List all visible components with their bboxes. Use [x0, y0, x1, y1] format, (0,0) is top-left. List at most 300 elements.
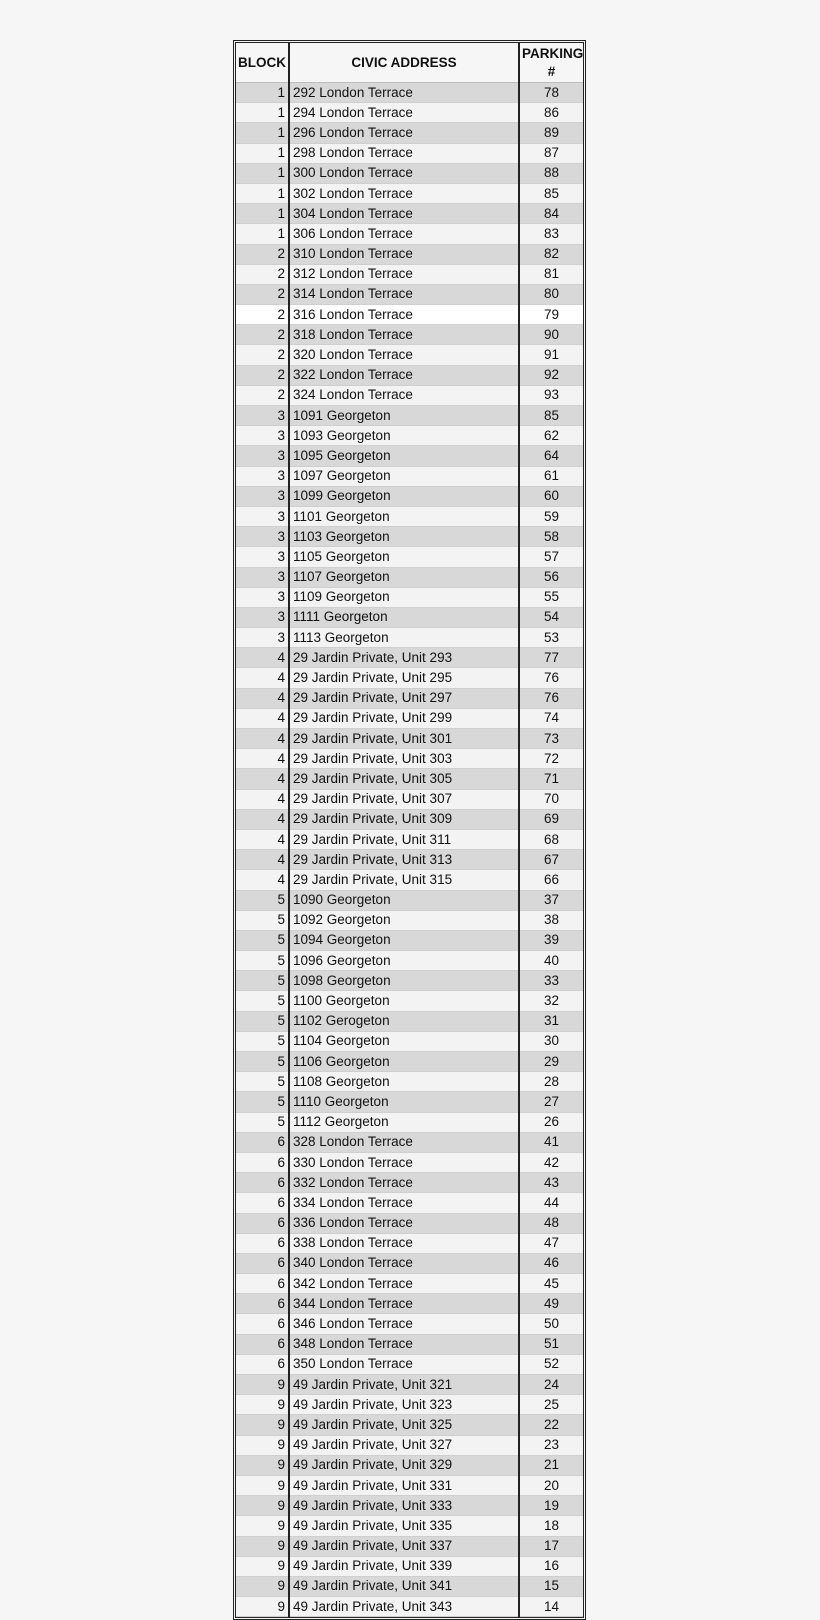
- table-row: [236, 1092, 583, 1112]
- parking-number-cell: 69: [519, 809, 583, 829]
- table-row: [236, 506, 583, 526]
- block-cell: 4: [236, 809, 289, 829]
- parking-number-cell: 87: [519, 143, 583, 163]
- block-cell: 6: [236, 1132, 289, 1152]
- address-cell: 1094 Georgeton: [289, 930, 519, 950]
- parking-number-cell: 93: [519, 385, 583, 405]
- block-cell: 5: [236, 910, 289, 930]
- parking-number-cell: 80: [519, 284, 583, 304]
- address-cell: 1110 Georgeton: [289, 1092, 519, 1112]
- block-cell: 5: [236, 1011, 289, 1031]
- table-header: [236, 43, 583, 83]
- table-row: [236, 628, 583, 648]
- block-cell: 6: [236, 1354, 289, 1374]
- parking-number-cell: 56: [519, 567, 583, 587]
- block-cell: 3: [236, 567, 289, 587]
- parking-number-cell: 76: [519, 688, 583, 708]
- table-row: [236, 1415, 583, 1435]
- table-row: [236, 284, 583, 304]
- parking-number-cell: 55: [519, 587, 583, 607]
- parking-number-cell: 53: [519, 628, 583, 648]
- address-cell: 29 Jardin Private, Unit 293: [289, 648, 519, 668]
- block-cell: 5: [236, 991, 289, 1011]
- header-parking-number: PARKING #: [519, 43, 583, 83]
- address-cell: 340 London Terrace: [289, 1253, 519, 1273]
- parking-number-cell: 17: [519, 1536, 583, 1556]
- table-row: [236, 1274, 583, 1294]
- table-row: [236, 850, 583, 870]
- block-cell: 9: [236, 1516, 289, 1536]
- table-row: [236, 1435, 583, 1455]
- table-row: [236, 143, 583, 163]
- block-cell: 2: [236, 284, 289, 304]
- block-cell: 5: [236, 1052, 289, 1072]
- block-cell: 3: [236, 547, 289, 567]
- block-cell: 9: [236, 1536, 289, 1556]
- address-cell: 1107 Georgeton: [289, 567, 519, 587]
- block-cell: 9: [236, 1597, 289, 1617]
- block-cell: 1: [236, 224, 289, 244]
- table-row: [236, 1597, 583, 1617]
- table-row: [236, 446, 583, 466]
- block-cell: 4: [236, 729, 289, 749]
- address-cell: 1111 Georgeton: [289, 607, 519, 627]
- address-cell: 29 Jardin Private, Unit 307: [289, 789, 519, 809]
- table-row: [236, 527, 583, 547]
- parking-number-cell: 88: [519, 163, 583, 183]
- parking-number-cell: 70: [519, 789, 583, 809]
- table-row: [236, 183, 583, 203]
- block-cell: 4: [236, 829, 289, 849]
- block-cell: 6: [236, 1334, 289, 1354]
- block-cell: 4: [236, 648, 289, 668]
- block-cell: 9: [236, 1576, 289, 1596]
- address-cell: 1109 Georgeton: [289, 587, 519, 607]
- parking-number-cell: 86: [519, 103, 583, 123]
- block-cell: 9: [236, 1455, 289, 1475]
- block-cell: 4: [236, 688, 289, 708]
- address-cell: 338 London Terrace: [289, 1233, 519, 1253]
- table-row: [236, 1173, 583, 1193]
- parking-number-cell: 54: [519, 607, 583, 627]
- parking-number-cell: 85: [519, 406, 583, 426]
- table-row: [236, 325, 583, 345]
- parking-number-cell: 85: [519, 183, 583, 203]
- block-cell: 4: [236, 850, 289, 870]
- address-cell: 346 London Terrace: [289, 1314, 519, 1334]
- table-row: [236, 668, 583, 688]
- table-row: [236, 1516, 583, 1536]
- block-cell: 1: [236, 183, 289, 203]
- parking-number-cell: 62: [519, 426, 583, 446]
- table-row: [236, 163, 583, 183]
- address-cell: 310 London Terrace: [289, 244, 519, 264]
- block-cell: 5: [236, 1031, 289, 1051]
- address-cell: 302 London Terrace: [289, 183, 519, 203]
- table-row: [236, 1354, 583, 1374]
- address-cell: 49 Jardin Private, Unit 325: [289, 1415, 519, 1435]
- table-row: [236, 1193, 583, 1213]
- parking-number-cell: 23: [519, 1435, 583, 1455]
- address-cell: 1100 Georgeton: [289, 991, 519, 1011]
- block-cell: 6: [236, 1294, 289, 1314]
- address-cell: 49 Jardin Private, Unit 333: [289, 1496, 519, 1516]
- parking-number-cell: 78: [519, 83, 583, 103]
- address-cell: 1097 Georgeton: [289, 466, 519, 486]
- table-row: [236, 1375, 583, 1395]
- address-cell: 49 Jardin Private, Unit 343: [289, 1597, 519, 1617]
- parking-number-cell: 81: [519, 264, 583, 284]
- table-row: [236, 345, 583, 365]
- parking-number-cell: 27: [519, 1092, 583, 1112]
- parking-number-cell: 40: [519, 951, 583, 971]
- parking-number-cell: 49: [519, 1294, 583, 1314]
- block-cell: 4: [236, 668, 289, 688]
- block-cell: 9: [236, 1435, 289, 1455]
- parking-number-cell: 38: [519, 910, 583, 930]
- address-cell: 350 London Terrace: [289, 1354, 519, 1374]
- address-cell: 304 London Terrace: [289, 204, 519, 224]
- parking-number-cell: 15: [519, 1576, 583, 1596]
- table-row: [236, 1556, 583, 1576]
- address-cell: 1105 Georgeton: [289, 547, 519, 567]
- table-row: [236, 244, 583, 264]
- parking-number-cell: 64: [519, 446, 583, 466]
- parking-number-cell: 76: [519, 668, 583, 688]
- address-cell: 1093 Georgeton: [289, 426, 519, 446]
- parking-number-cell: 30: [519, 1031, 583, 1051]
- parking-number-cell: 26: [519, 1112, 583, 1132]
- table-row: [236, 426, 583, 446]
- address-cell: 1106 Georgeton: [289, 1052, 519, 1072]
- parking-number-cell: 48: [519, 1213, 583, 1233]
- table-row: [236, 890, 583, 910]
- table-row: [236, 729, 583, 749]
- address-cell: 49 Jardin Private, Unit 321: [289, 1375, 519, 1395]
- table-row: [236, 365, 583, 385]
- block-cell: 6: [236, 1233, 289, 1253]
- address-cell: 29 Jardin Private, Unit 313: [289, 850, 519, 870]
- address-cell: 316 London Terrace: [289, 305, 519, 325]
- block-cell: 5: [236, 1112, 289, 1132]
- block-cell: 2: [236, 244, 289, 264]
- block-cell: 9: [236, 1395, 289, 1415]
- block-cell: 2: [236, 345, 289, 365]
- address-cell: 298 London Terrace: [289, 143, 519, 163]
- block-cell: 6: [236, 1152, 289, 1172]
- parking-number-cell: 24: [519, 1375, 583, 1395]
- parking-number-cell: 44: [519, 1193, 583, 1213]
- address-cell: 29 Jardin Private, Unit 295: [289, 668, 519, 688]
- parking-number-cell: 18: [519, 1516, 583, 1536]
- address-cell: 1113 Georgeton: [289, 628, 519, 648]
- table-row: [236, 1072, 583, 1092]
- address-cell: 336 London Terrace: [289, 1213, 519, 1233]
- table-row: [236, 305, 583, 325]
- block-cell: 6: [236, 1253, 289, 1273]
- address-cell: 1112 Georgeton: [289, 1112, 519, 1132]
- table-row: [236, 103, 583, 123]
- parking-number-cell: 91: [519, 345, 583, 365]
- block-cell: 3: [236, 607, 289, 627]
- header-civic-address: CIVIC ADDRESS: [289, 43, 519, 83]
- parking-number-cell: 58: [519, 527, 583, 547]
- block-cell: 1: [236, 204, 289, 224]
- table-row: [236, 991, 583, 1011]
- header-row: [236, 43, 583, 83]
- table-row: [236, 264, 583, 284]
- address-cell: 296 London Terrace: [289, 123, 519, 143]
- address-cell: 29 Jardin Private, Unit 303: [289, 749, 519, 769]
- address-cell: 322 London Terrace: [289, 365, 519, 385]
- table-row: [236, 1031, 583, 1051]
- address-cell: 348 London Terrace: [289, 1334, 519, 1354]
- table-row: [236, 83, 583, 103]
- block-cell: 4: [236, 708, 289, 728]
- table-row: [236, 708, 583, 728]
- address-cell: 312 London Terrace: [289, 264, 519, 284]
- block-cell: 5: [236, 951, 289, 971]
- block-cell: 3: [236, 446, 289, 466]
- address-cell: 1102 Gerogeton: [289, 1011, 519, 1031]
- table-row: [236, 1455, 583, 1475]
- address-cell: 29 Jardin Private, Unit 315: [289, 870, 519, 890]
- block-cell: 3: [236, 587, 289, 607]
- address-cell: 1096 Georgeton: [289, 951, 519, 971]
- parking-number-cell: 84: [519, 204, 583, 224]
- parking-number-cell: 41: [519, 1132, 583, 1152]
- block-cell: 4: [236, 749, 289, 769]
- parking-number-cell: 47: [519, 1233, 583, 1253]
- table-row: [236, 224, 583, 244]
- address-cell: 342 London Terrace: [289, 1274, 519, 1294]
- table-row: [236, 486, 583, 506]
- address-cell: 49 Jardin Private, Unit 341: [289, 1576, 519, 1596]
- table-row: [236, 1314, 583, 1334]
- block-cell: 9: [236, 1496, 289, 1516]
- block-cell: 4: [236, 769, 289, 789]
- address-cell: 330 London Terrace: [289, 1152, 519, 1172]
- address-cell: 292 London Terrace: [289, 83, 519, 103]
- block-cell: 6: [236, 1274, 289, 1294]
- parking-number-cell: 31: [519, 1011, 583, 1031]
- block-cell: 2: [236, 365, 289, 385]
- block-cell: 4: [236, 870, 289, 890]
- parking-number-cell: 92: [519, 365, 583, 385]
- parking-number-cell: 90: [519, 325, 583, 345]
- parking-number-cell: 22: [519, 1415, 583, 1435]
- block-cell: 1: [236, 143, 289, 163]
- parking-number-cell: 33: [519, 971, 583, 991]
- address-cell: 1092 Georgeton: [289, 910, 519, 930]
- table-row: [236, 204, 583, 224]
- block-cell: 6: [236, 1213, 289, 1233]
- address-cell: 1090 Georgeton: [289, 890, 519, 910]
- address-cell: 294 London Terrace: [289, 103, 519, 123]
- table-row: [236, 1395, 583, 1415]
- block-cell: 9: [236, 1475, 289, 1495]
- parking-number-cell: 50: [519, 1314, 583, 1334]
- table-row: [236, 1152, 583, 1172]
- parking-number-cell: 32: [519, 991, 583, 1011]
- address-cell: 49 Jardin Private, Unit 329: [289, 1455, 519, 1475]
- parking-number-cell: 72: [519, 749, 583, 769]
- parking-number-cell: 82: [519, 244, 583, 264]
- address-cell: 314 London Terrace: [289, 284, 519, 304]
- address-cell: 49 Jardin Private, Unit 323: [289, 1395, 519, 1415]
- parking-number-cell: 45: [519, 1274, 583, 1294]
- parking-table: [233, 40, 586, 1620]
- table-row: [236, 1213, 583, 1233]
- block-cell: 3: [236, 406, 289, 426]
- address-cell: 324 London Terrace: [289, 385, 519, 405]
- address-cell: 1099 Georgeton: [289, 486, 519, 506]
- address-cell: 318 London Terrace: [289, 325, 519, 345]
- parking-number-cell: 51: [519, 1334, 583, 1354]
- parking-number-cell: 28: [519, 1072, 583, 1092]
- parking-number-cell: 25: [519, 1395, 583, 1415]
- table-row: [236, 971, 583, 991]
- address-cell: 1101 Georgeton: [289, 506, 519, 526]
- table-row: [236, 1496, 583, 1516]
- parking-number-cell: 14: [519, 1597, 583, 1617]
- table-row: [236, 1253, 583, 1273]
- block-cell: 5: [236, 1072, 289, 1092]
- parking-number-cell: 43: [519, 1173, 583, 1193]
- table-row: [236, 466, 583, 486]
- address-cell: 49 Jardin Private, Unit 331: [289, 1475, 519, 1495]
- parking-number-cell: 68: [519, 829, 583, 849]
- table-row: [236, 1475, 583, 1495]
- parking-number-cell: 52: [519, 1354, 583, 1374]
- parking-number-cell: 73: [519, 729, 583, 749]
- block-cell: 3: [236, 527, 289, 547]
- table-row: [236, 587, 583, 607]
- table-row: [236, 385, 583, 405]
- address-cell: 320 London Terrace: [289, 345, 519, 365]
- table-row: [236, 1536, 583, 1556]
- table-row: [236, 1112, 583, 1132]
- address-cell: 1098 Georgeton: [289, 971, 519, 991]
- block-cell: 1: [236, 123, 289, 143]
- table-row: [236, 547, 583, 567]
- block-cell: 2: [236, 264, 289, 284]
- block-cell: 1: [236, 83, 289, 103]
- block-cell: 5: [236, 971, 289, 991]
- block-cell: 2: [236, 325, 289, 345]
- parking-number-cell: 37: [519, 890, 583, 910]
- address-cell: 344 London Terrace: [289, 1294, 519, 1314]
- table-row: [236, 769, 583, 789]
- table-row: [236, 749, 583, 769]
- address-cell: 1103 Georgeton: [289, 527, 519, 547]
- parking-number-cell: 61: [519, 466, 583, 486]
- table-row: [236, 1052, 583, 1072]
- address-cell: 29 Jardin Private, Unit 311: [289, 829, 519, 849]
- address-cell: 300 London Terrace: [289, 163, 519, 183]
- table-row: [236, 1576, 583, 1596]
- block-cell: 2: [236, 305, 289, 325]
- parking-number-cell: 16: [519, 1556, 583, 1576]
- table-row: [236, 1233, 583, 1253]
- block-cell: 6: [236, 1173, 289, 1193]
- parking-number-cell: 74: [519, 708, 583, 728]
- block-cell: 3: [236, 466, 289, 486]
- address-cell: 1095 Georgeton: [289, 446, 519, 466]
- block-cell: 3: [236, 506, 289, 526]
- block-cell: 9: [236, 1375, 289, 1395]
- table-row: [236, 829, 583, 849]
- parking-number-cell: 20: [519, 1475, 583, 1495]
- block-cell: 3: [236, 426, 289, 446]
- parking-number-cell: 57: [519, 547, 583, 567]
- block-cell: 1: [236, 103, 289, 123]
- parking-number-cell: 77: [519, 648, 583, 668]
- table-row: [236, 1132, 583, 1152]
- table-row: [236, 789, 583, 809]
- address-cell: 29 Jardin Private, Unit 309: [289, 809, 519, 829]
- block-cell: 5: [236, 890, 289, 910]
- parking-number-cell: 71: [519, 769, 583, 789]
- block-cell: 5: [236, 930, 289, 950]
- table-row: [236, 1011, 583, 1031]
- table-row: [236, 1334, 583, 1354]
- parking-number-cell: 21: [519, 1455, 583, 1475]
- parking-number-cell: 79: [519, 305, 583, 325]
- table-row: [236, 567, 583, 587]
- parking-number-cell: 83: [519, 224, 583, 244]
- parking-number-cell: 59: [519, 506, 583, 526]
- address-cell: 332 London Terrace: [289, 1173, 519, 1193]
- table-row: [236, 648, 583, 668]
- table-row: [236, 951, 583, 971]
- block-cell: 2: [236, 385, 289, 405]
- parking-number-cell: 19: [519, 1496, 583, 1516]
- address-cell: 29 Jardin Private, Unit 301: [289, 729, 519, 749]
- table-row: [236, 930, 583, 950]
- address-cell: 29 Jardin Private, Unit 305: [289, 769, 519, 789]
- table-row: [236, 870, 583, 890]
- table-row: [236, 123, 583, 143]
- block-cell: 5: [236, 1092, 289, 1112]
- parking-number-cell: 46: [519, 1253, 583, 1273]
- block-cell: 1: [236, 163, 289, 183]
- address-cell: 306 London Terrace: [289, 224, 519, 244]
- block-cell: 9: [236, 1415, 289, 1435]
- address-cell: 29 Jardin Private, Unit 297: [289, 688, 519, 708]
- parking-number-cell: 29: [519, 1052, 583, 1072]
- parking-number-cell: 67: [519, 850, 583, 870]
- table-row: [236, 406, 583, 426]
- table-body: [236, 83, 583, 1617]
- block-cell: 6: [236, 1314, 289, 1334]
- table-row: [236, 688, 583, 708]
- address-cell: 1108 Georgeton: [289, 1072, 519, 1092]
- block-cell: 4: [236, 789, 289, 809]
- parking-number-cell: 39: [519, 930, 583, 950]
- parking-number-cell: 42: [519, 1152, 583, 1172]
- address-cell: 49 Jardin Private, Unit 327: [289, 1435, 519, 1455]
- table-row: [236, 1294, 583, 1314]
- block-cell: 3: [236, 486, 289, 506]
- address-cell: 49 Jardin Private, Unit 339: [289, 1556, 519, 1576]
- address-cell: 328 London Terrace: [289, 1132, 519, 1152]
- parking-number-cell: 60: [519, 486, 583, 506]
- address-cell: 1091 Georgeton: [289, 406, 519, 426]
- address-cell: 1104 Georgeton: [289, 1031, 519, 1051]
- address-cell: 334 London Terrace: [289, 1193, 519, 1213]
- block-cell: 3: [236, 628, 289, 648]
